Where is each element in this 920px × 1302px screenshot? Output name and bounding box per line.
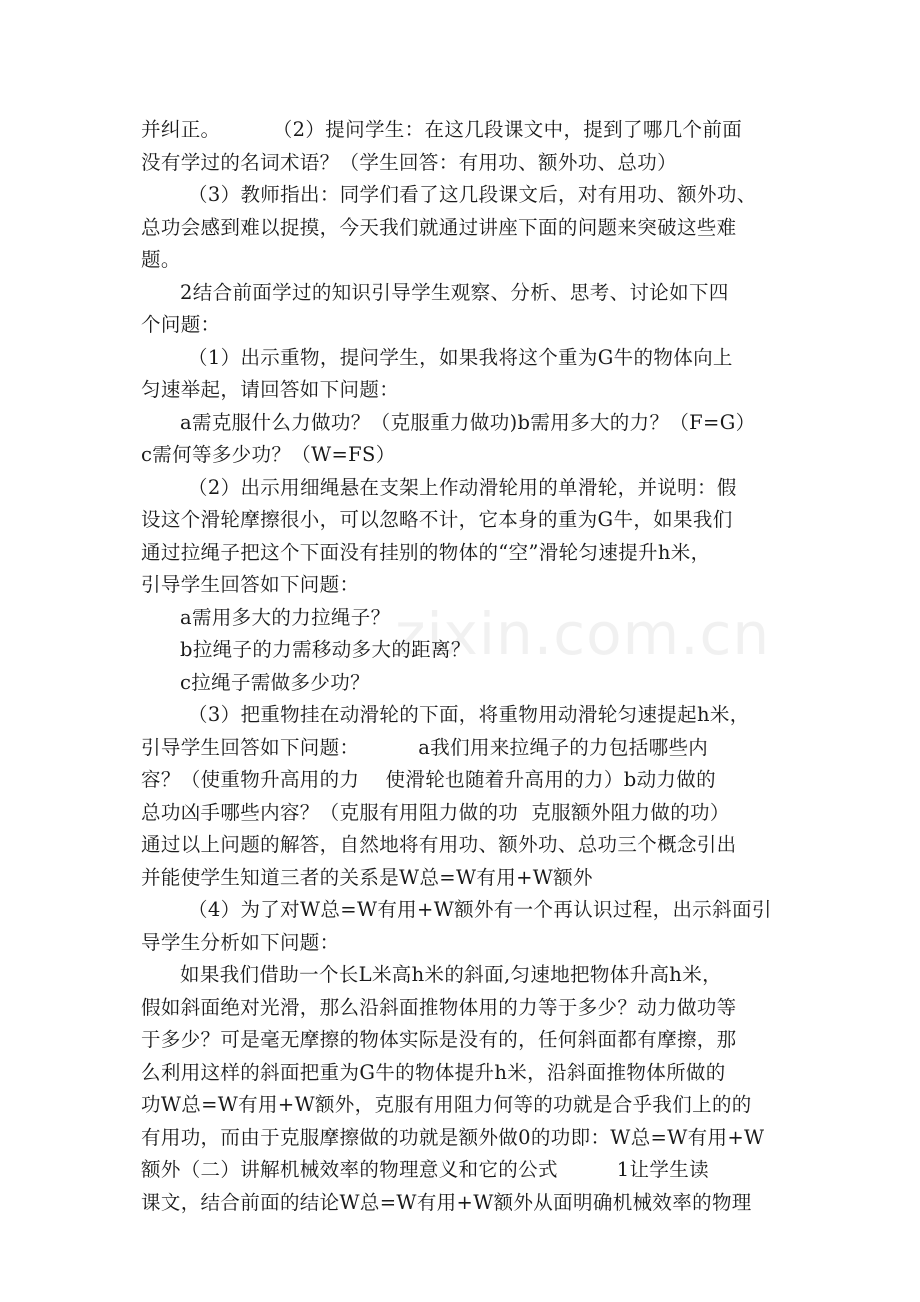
text-line: 并能使学生知道三者的关系是W总=W有用+W额外 bbox=[141, 865, 593, 889]
text-line: 没有学过的名词术语？（学生回答：有用功、额外功、总功） bbox=[141, 150, 677, 174]
text-line: （2）出示用细绳悬在支架上作动滑轮用的单滑轮，并说明：假 bbox=[188, 475, 737, 499]
text-line: 引导学生回答如下问题： a我们用来拉绳子的力包括哪些内 bbox=[141, 735, 709, 759]
text-line: （3）教师指出：同学们看了这几段课文后，对有用功、额外功、 bbox=[188, 183, 757, 206]
watermark: zixin.com.cn bbox=[395, 600, 771, 668]
text-line: 总功会感到难以捉摸，今天我们就通过讲座下面的问题来突破这些难 bbox=[141, 215, 737, 239]
text-line: 个问题： bbox=[141, 313, 221, 336]
text-line: 课文，结合前面的结论W总=W有用+W额外从面明确机械效率的物理 bbox=[141, 1190, 752, 1214]
text-line: 总功凶手哪些内容？（克服有用阻力做的功 克服额外阻力做的功） bbox=[141, 800, 730, 824]
text-line: 题。 bbox=[141, 248, 181, 271]
text-line: a需用多大的力拉绳子？ bbox=[180, 605, 391, 629]
text-line: 引导学生回答如下问题： bbox=[141, 573, 360, 596]
text-line: 于多少？可是毫无摩擦的物体实际是没有的，任何斜面都有摩擦，那 bbox=[141, 1028, 737, 1051]
text-line: a需克服什么力做功？（克服重力做功)b需用多大的力？（F=G） bbox=[180, 410, 756, 434]
text-line: 导学生分析如下问题： bbox=[141, 930, 340, 954]
text-line: 通过拉绳子把这个下面没有挂别的物体的“空”滑轮匀速提升h米， bbox=[141, 540, 711, 564]
text-line: （4）为了对W总=W有用+W额外有一个再认识过程，出示斜面引 bbox=[188, 898, 772, 921]
text-line: （3）把重物挂在动滑轮的下面，将重物用动滑轮匀速提起h米， bbox=[188, 703, 750, 726]
text-line: 并纠正。 （2）提问学生：在这几段课文中，提到了哪几个前面 bbox=[141, 118, 743, 141]
document-body bbox=[141, 114, 786, 1219]
text-line: 么利用这样的斜面把重为G牛的物体提升h米，沿斜面推物体所做的 bbox=[141, 1060, 726, 1084]
text-line: 有用功，而由于克服摩擦做的功就是额外做0的功即：W总=W有用+W bbox=[141, 1125, 765, 1149]
text-line: b拉绳子的力需移动多大的距离？ bbox=[180, 638, 471, 661]
text-line: 匀速举起，请回答如下问题： bbox=[141, 378, 400, 401]
text-line: c需何等多少功？（W=FS） bbox=[141, 443, 396, 466]
text-line: 功W总=W有用+W额外，克服有用阻力何等的功就是合乎我们上的的 bbox=[141, 1093, 752, 1116]
text-line: 额外（二）讲解机械效率的物理意义和它的公式 1让学生读 bbox=[141, 1158, 709, 1181]
text-line: 设这个滑轮摩擦很小，可以忽略不计，它本身的重为G牛，如果我们 bbox=[141, 508, 733, 531]
text-line: 如果我们借助一个长L米高h米的斜面,匀速地把物体升高h米， bbox=[180, 963, 722, 986]
text-line: 容？（使重物升高用的力 使滑轮也随着升高用的力）b动力做的 bbox=[141, 768, 716, 791]
text-line: 2结合前面学过的知识引导学生观察、分析、思考、讨论如下四 bbox=[180, 280, 729, 304]
text-line: c拉绳子需做多少功？ bbox=[180, 670, 370, 694]
text-line: 通过以上问题的解答，自然地将有用功、额外功、总功三个概念引出 bbox=[141, 833, 737, 856]
text-line: 假如斜面绝对光滑，那么沿斜面推物体用的力等于多少？动力做功等 bbox=[141, 995, 737, 1019]
text-line: （1）出示重物，提问学生，如果我将这个重为G牛的物体向上 bbox=[188, 345, 733, 369]
